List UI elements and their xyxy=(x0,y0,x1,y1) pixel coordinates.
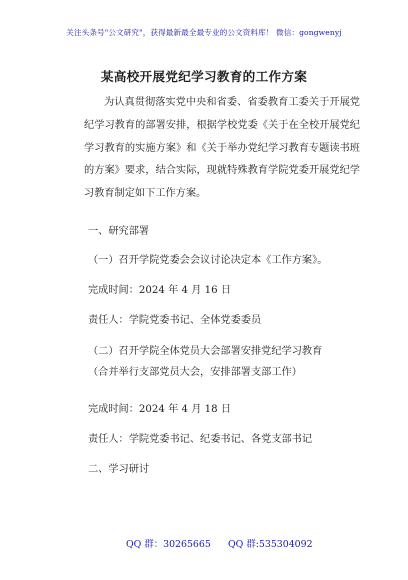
item-2-deadline: 完成时间：2024 年 4 月 18 日 xyxy=(88,404,232,415)
document-title: 某高校开展党纪学习教育的工作方案 xyxy=(100,69,308,84)
item-1-deadline: 完成时间：2024 年 4 月 16 日 xyxy=(88,285,232,296)
item-1-responsible: 责任人：学院党委书记、全体党委委员 xyxy=(88,315,262,326)
item-2-responsible: 责任人：学院党委书记、纪委书记、各党支部书记 xyxy=(88,434,313,445)
footer-qq-left: QQ 群：30265665 xyxy=(126,539,211,550)
footer-qq-right: QQ 群:535304092 xyxy=(228,539,313,550)
item-2: （二）召开学院全体党员大会部署安排党纪学习教育 xyxy=(88,346,323,357)
item-1: （一）召开学院党委会会议讨论决定本《工作方案》。 xyxy=(88,255,328,266)
item-2-note: （合并举行支部党员大会，安排部署支部工作） xyxy=(88,367,302,378)
header-note: 关注头条号"公文研究"，获得最新最全最专业的公文资料库！ 微信：gongwenyj xyxy=(66,28,342,37)
intro-paragraph: 为认真贯彻落实党中央和省委、省委教育工委关于开展党纪学习教育的部署安排，根据学校党委《关于在全校开展党纪学习教育的实施方案》和《关于举办党纪学习教育专题读书班的方案》要求，结合实际，现就特殊教育学院党委开展党纪学习教育制定如下工作方案。 xyxy=(84,97,360,200)
section-heading-research: 一、研究部署 xyxy=(88,226,150,237)
section-heading-study: 二、学习研讨 xyxy=(88,464,150,475)
